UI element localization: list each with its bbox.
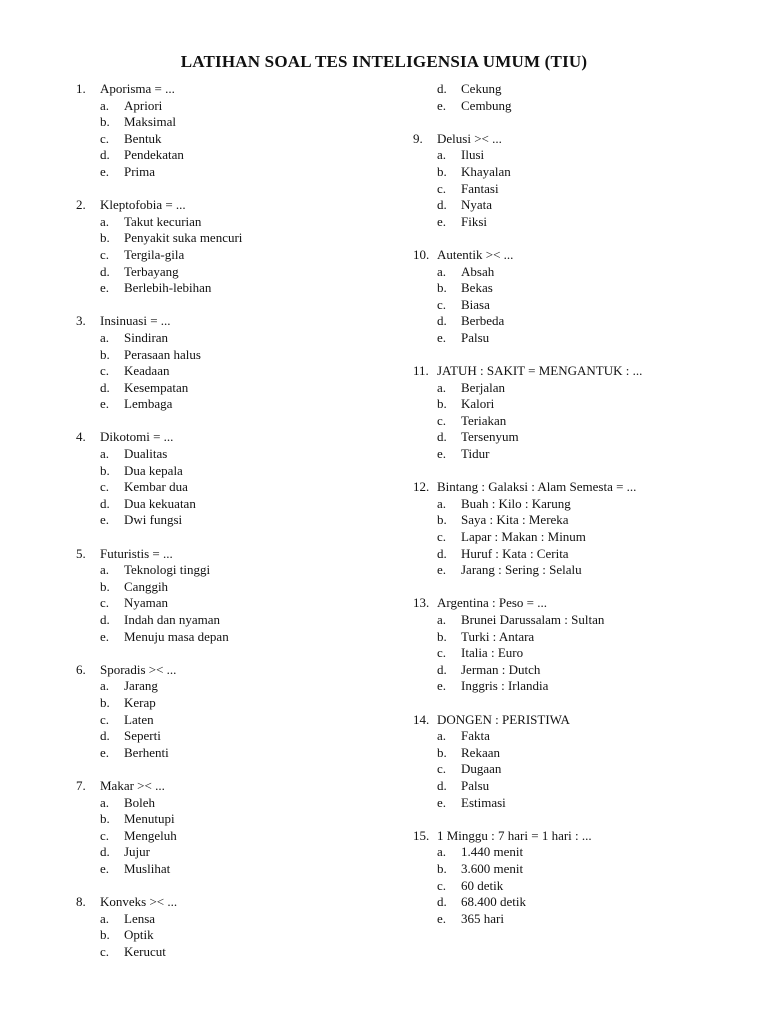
- page-title: LATIHAN SOAL TES INTELIGENSIA UMUM (TIU): [180, 52, 588, 71]
- option-letter: b.: [100, 230, 110, 246]
- option-text: Dugaan: [461, 761, 502, 777]
- question-7: [76, 778, 396, 795]
- option-13a[interactable]: [413, 612, 733, 629]
- option-text: Fiksi: [461, 213, 488, 229]
- option-letter: d.: [437, 81, 447, 96]
- option-15d[interactable]: [413, 894, 733, 911]
- right-column: [413, 81, 733, 927]
- option-4c[interactable]: [76, 479, 396, 496]
- option-letter: e.: [100, 280, 110, 296]
- question-4: [76, 429, 396, 446]
- option-text: 3.600 menit: [461, 860, 524, 876]
- option-text: Berhenti: [124, 744, 169, 760]
- question-text: Sporadis >< ...: [100, 661, 177, 677]
- option-text: Dua kepala: [124, 462, 183, 478]
- question-number: 12.: [413, 479, 430, 495]
- question-10: [413, 247, 733, 264]
- option-text: Fakta: [461, 728, 490, 744]
- option-letter: c.: [100, 711, 110, 727]
- option-letter: c.: [100, 943, 110, 959]
- option-letter: c.: [100, 827, 110, 843]
- option-letter: c.: [100, 363, 110, 379]
- option-letter: e.: [437, 97, 447, 113]
- spacer: [413, 811, 733, 828]
- option-text: Muslihat: [124, 860, 171, 876]
- option-13b[interactable]: [413, 629, 733, 646]
- option-text: Estimasi: [461, 794, 506, 810]
- option-letter: b.: [437, 396, 447, 412]
- option-letter: c.: [437, 877, 447, 893]
- option-letter: b.: [437, 744, 447, 760]
- option-text: Palsu: [461, 329, 490, 345]
- option-letter: d.: [100, 844, 110, 860]
- option-letter: a.: [100, 213, 110, 229]
- option-11c[interactable]: [413, 413, 733, 430]
- option-letter: b.: [100, 811, 110, 827]
- question-12: [413, 479, 733, 496]
- option-11a[interactable]: [413, 380, 733, 397]
- option-letter: d.: [437, 313, 447, 329]
- option-text: 1.440 menit: [461, 844, 524, 860]
- question-number: 7.: [76, 777, 86, 793]
- option-11d[interactable]: [413, 429, 733, 446]
- option-letter: a.: [100, 562, 110, 578]
- option-letter: d.: [100, 147, 110, 163]
- option-letter: d.: [100, 379, 110, 395]
- option-letter: e.: [100, 860, 110, 876]
- question-text: Argentina : Peso = ...: [437, 595, 547, 611]
- spacer: [76, 761, 396, 778]
- option-12a[interactable]: [413, 496, 733, 513]
- option-letter: b.: [100, 114, 110, 130]
- option-letter: d.: [437, 894, 447, 910]
- question-number: 15.: [413, 827, 430, 843]
- option-text: Jerman : Dutch: [461, 661, 541, 677]
- question-number: 8.: [76, 894, 86, 910]
- question-14: [413, 712, 733, 729]
- option-letter: c.: [100, 246, 110, 262]
- question-text: Aporisma = ...: [100, 81, 175, 96]
- option-letter: e.: [100, 744, 110, 760]
- question-number: 9.: [413, 130, 423, 146]
- option-9e[interactable]: [413, 214, 733, 231]
- option-9c[interactable]: [413, 181, 733, 198]
- option-text: Tersenyum: [461, 429, 519, 445]
- option-letter: a.: [437, 379, 447, 395]
- option-5b[interactable]: [76, 579, 396, 596]
- option-13d[interactable]: [413, 662, 733, 679]
- option-letter: b.: [100, 694, 110, 710]
- option-6c[interactable]: [76, 712, 396, 729]
- option-10a[interactable]: [413, 264, 733, 281]
- question-number: 14.: [413, 711, 430, 727]
- option-letter: d.: [437, 777, 447, 793]
- option-text: Ilusi: [461, 147, 485, 163]
- option-text: Perasaan halus: [124, 346, 201, 362]
- option-text: Bentuk: [124, 130, 162, 146]
- option-letter: d.: [100, 612, 110, 627]
- option-letter: a.: [100, 446, 110, 462]
- option-text: Buah : Kilo : Karung: [461, 495, 571, 511]
- option-10b[interactable]: [413, 280, 733, 297]
- option-3b[interactable]: [76, 347, 396, 364]
- question-15: [413, 828, 733, 845]
- option-9d[interactable]: [413, 197, 733, 214]
- option-1c[interactable]: [76, 131, 396, 148]
- option-text: Lembaga: [124, 396, 173, 412]
- option-8e[interactable]: [413, 98, 733, 115]
- option-text: Bekas: [461, 280, 493, 296]
- option-text: Lensa: [124, 910, 156, 926]
- option-8c[interactable]: [76, 944, 396, 961]
- question-text: 1 Minggu : 7 hari = 1 hari : ...: [437, 827, 592, 843]
- spacer: [413, 579, 733, 596]
- option-letter: a.: [100, 910, 110, 926]
- option-13c[interactable]: [413, 645, 733, 662]
- option-text: Penyakit suka mencuri: [124, 230, 243, 246]
- spacer: [413, 695, 733, 712]
- option-text: Kalori: [461, 396, 495, 412]
- option-2e[interactable]: [76, 280, 396, 297]
- option-text: Prima: [124, 163, 156, 179]
- question-text: Insinuasi = ...: [100, 313, 171, 329]
- option-13e[interactable]: [413, 678, 733, 695]
- option-3d[interactable]: [76, 380, 396, 397]
- question-number: 2.: [76, 197, 86, 213]
- spacer: [413, 347, 733, 364]
- question-6: [76, 662, 396, 679]
- option-1e[interactable]: [76, 164, 396, 181]
- option-text: Italia : Euro: [461, 645, 524, 661]
- option-15a[interactable]: [413, 844, 733, 861]
- option-letter: b.: [437, 860, 447, 876]
- option-text: Laten: [124, 711, 154, 727]
- option-2d[interactable]: [76, 264, 396, 281]
- option-text: Indah dan nyaman: [124, 612, 221, 627]
- question-text: Bintang : Galaksi : Alam Semesta = ...: [437, 479, 637, 495]
- option-6d[interactable]: [76, 728, 396, 745]
- option-1d[interactable]: [76, 147, 396, 164]
- spacer: [413, 230, 733, 247]
- question-number: 5.: [76, 545, 86, 561]
- option-text: Absah: [461, 263, 495, 279]
- question-text: Autentik >< ...: [437, 246, 514, 262]
- option-text: Kerucut: [124, 943, 166, 959]
- option-text: Boleh: [124, 794, 156, 810]
- option-letter: c.: [437, 412, 447, 428]
- option-12c[interactable]: [413, 529, 733, 546]
- option-4b[interactable]: [76, 463, 396, 480]
- option-5c[interactable]: [76, 595, 396, 612]
- option-letter: e.: [100, 163, 110, 179]
- option-text: Berjalan: [461, 379, 506, 395]
- option-text: Dualitas: [124, 446, 168, 462]
- option-14e[interactable]: [413, 795, 733, 812]
- option-5d[interactable]: [76, 612, 396, 629]
- option-1b[interactable]: [76, 114, 396, 131]
- question-text: JATUH : SAKIT = MENGANTUK : ...: [437, 363, 643, 379]
- option-text: Brunei Darussalam : Sultan: [461, 612, 605, 627]
- question-2: [76, 197, 396, 214]
- option-text: 68.400 detik: [461, 894, 526, 910]
- option-letter: d.: [100, 495, 110, 511]
- option-7e[interactable]: [76, 861, 396, 878]
- question-text: Futuristis = ...: [100, 545, 173, 561]
- option-text: Lapar : Makan : Minum: [461, 529, 586, 545]
- option-letter: a.: [100, 678, 110, 694]
- option-text: Kembar dua: [124, 479, 188, 495]
- option-4d[interactable]: [76, 496, 396, 513]
- option-15b[interactable]: [413, 861, 733, 878]
- option-text: Jarang : Sering : Selalu: [461, 562, 582, 578]
- option-10d[interactable]: [413, 313, 733, 330]
- option-text: Pendekatan: [124, 147, 184, 163]
- option-letter: d.: [437, 429, 447, 445]
- option-text: Mengeluh: [124, 827, 177, 843]
- option-text: Fantasi: [461, 180, 499, 196]
- option-text: Dwi fungsi: [124, 512, 183, 528]
- option-letter: b.: [100, 578, 110, 594]
- option-6e[interactable]: [76, 745, 396, 762]
- spacer: [76, 878, 396, 895]
- option-9a[interactable]: [413, 147, 733, 164]
- spacer: [413, 463, 733, 480]
- option-letter: a.: [437, 844, 447, 860]
- option-letter: a.: [100, 329, 110, 345]
- question-number: 4.: [76, 429, 86, 445]
- option-letter: c.: [437, 529, 447, 545]
- option-letter: e.: [437, 446, 447, 462]
- question-text: Dikotomi = ...: [100, 429, 174, 445]
- option-3a[interactable]: [76, 330, 396, 347]
- question-text: DONGEN : PERISTIWA: [437, 711, 570, 727]
- option-14a[interactable]: [413, 728, 733, 745]
- option-text: Saya : Kita : Mereka: [461, 512, 569, 528]
- option-12e[interactable]: [413, 562, 733, 579]
- option-12d[interactable]: [413, 546, 733, 563]
- option-text: Inggris : Irlandia: [461, 678, 549, 694]
- question-number: 11.: [413, 363, 429, 379]
- option-letter: c.: [437, 761, 447, 777]
- option-letter: a.: [437, 495, 447, 511]
- option-2c[interactable]: [76, 247, 396, 264]
- option-letter: a.: [100, 794, 110, 810]
- option-letter: e.: [100, 628, 110, 644]
- option-8d[interactable]: [413, 81, 733, 98]
- option-text: Canggih: [124, 578, 169, 594]
- option-14c[interactable]: [413, 761, 733, 778]
- option-letter: a.: [437, 612, 447, 627]
- option-letter: a.: [437, 728, 447, 744]
- spacer: [413, 114, 733, 131]
- question-text: Delusi >< ...: [437, 130, 502, 146]
- option-letter: e.: [100, 512, 110, 528]
- question-13: [413, 595, 733, 612]
- option-11b[interactable]: [413, 396, 733, 413]
- option-6a[interactable]: [76, 678, 396, 695]
- spacer: [76, 529, 396, 546]
- option-14d[interactable]: [413, 778, 733, 795]
- option-2a[interactable]: [76, 214, 396, 231]
- option-6b[interactable]: [76, 695, 396, 712]
- option-2b[interactable]: [76, 230, 396, 247]
- option-letter: c.: [100, 479, 110, 495]
- option-letter: b.: [437, 280, 447, 296]
- option-text: Apriori: [124, 97, 163, 113]
- option-letter: e.: [437, 794, 447, 810]
- option-12b[interactable]: [413, 512, 733, 529]
- option-text: Huruf : Kata : Cerita: [461, 545, 569, 561]
- option-10e[interactable]: [413, 330, 733, 347]
- option-4a[interactable]: [76, 446, 396, 463]
- option-text: Berlebih-lebihan: [124, 280, 212, 296]
- option-11e[interactable]: [413, 446, 733, 463]
- question-text: Makar >< ...: [100, 777, 165, 793]
- option-letter: c.: [437, 645, 447, 661]
- option-text: Keadaan: [124, 363, 170, 379]
- question-3: [76, 313, 396, 330]
- option-letter: b.: [100, 927, 110, 943]
- spacer: [76, 645, 396, 662]
- option-letter: e.: [100, 396, 110, 412]
- left-column: [76, 81, 396, 960]
- option-letter: c.: [100, 130, 110, 146]
- option-letter: d.: [437, 545, 447, 561]
- option-text: Optik: [124, 927, 154, 943]
- spacer: [76, 297, 396, 314]
- option-text: Menutupi: [124, 811, 175, 827]
- question-number: 10.: [413, 246, 430, 262]
- option-text: Biasa: [461, 296, 490, 312]
- option-3c[interactable]: [76, 363, 396, 380]
- option-letter: a.: [437, 263, 447, 279]
- option-text: Sindiran: [124, 329, 169, 345]
- spacer: [76, 181, 396, 198]
- option-text: Turki : Antara: [461, 628, 535, 644]
- option-text: Kesempatan: [124, 379, 189, 395]
- option-7c[interactable]: [76, 828, 396, 845]
- option-letter: d.: [437, 661, 447, 677]
- option-15e[interactable]: [413, 911, 733, 928]
- option-text: Dua kekuatan: [124, 495, 196, 511]
- option-7a[interactable]: [76, 795, 396, 812]
- option-text: Cembung: [461, 97, 512, 113]
- option-letter: a.: [437, 147, 447, 163]
- question-number: 6.: [76, 661, 86, 677]
- option-text: Jujur: [124, 844, 150, 860]
- option-5e[interactable]: [76, 629, 396, 646]
- option-letter: b.: [100, 346, 110, 362]
- question-number: 3.: [76, 313, 86, 329]
- question-11: [413, 363, 733, 380]
- option-letter: c.: [437, 296, 447, 312]
- option-8a[interactable]: [76, 911, 396, 928]
- question-9: [413, 131, 733, 148]
- option-10c[interactable]: [413, 297, 733, 314]
- option-text: 365 hari: [461, 910, 504, 926]
- option-15c[interactable]: [413, 878, 733, 895]
- option-letter: e.: [437, 213, 447, 229]
- option-letter: d.: [100, 728, 110, 744]
- option-letter: e.: [437, 329, 447, 345]
- option-text: Takut kecurian: [124, 213, 202, 229]
- option-text: Teknologi tinggi: [124, 562, 211, 578]
- option-letter: c.: [100, 595, 110, 611]
- option-4e[interactable]: [76, 512, 396, 529]
- question-number: 13.: [413, 595, 430, 611]
- option-9b[interactable]: [413, 164, 733, 181]
- question-1: [76, 81, 396, 98]
- question-text: Kleptofobia = ...: [100, 197, 186, 213]
- option-3e[interactable]: [76, 396, 396, 413]
- option-text: Tergila-gila: [124, 246, 185, 262]
- option-letter: d.: [437, 197, 447, 213]
- option-text: Jarang: [124, 678, 158, 694]
- option-8b[interactable]: [76, 927, 396, 944]
- option-letter: d.: [100, 263, 110, 279]
- option-text: Maksimal: [124, 114, 176, 130]
- question-number: 1.: [76, 81, 86, 96]
- option-text: Menuju masa depan: [124, 628, 229, 644]
- question-text: Konveks >< ...: [100, 894, 178, 910]
- option-letter: b.: [437, 628, 447, 644]
- option-text: Nyaman: [124, 595, 169, 611]
- question-8: [76, 894, 396, 911]
- option-text: Nyata: [461, 197, 493, 213]
- option-text: Terbayang: [124, 263, 179, 279]
- option-7b[interactable]: [76, 811, 396, 828]
- option-letter: e.: [437, 678, 447, 694]
- option-letter: b.: [437, 512, 447, 528]
- option-14b[interactable]: [413, 745, 733, 762]
- question-5: [76, 546, 396, 563]
- option-letter: a.: [100, 97, 110, 113]
- option-text: Cekung: [461, 81, 502, 96]
- option-letter: b.: [100, 462, 110, 478]
- option-text: Seperti: [124, 728, 161, 744]
- option-letter: c.: [437, 180, 447, 196]
- option-1a[interactable]: [76, 98, 396, 115]
- option-text: Palsu: [461, 777, 490, 793]
- option-text: Khayalan: [461, 163, 511, 179]
- option-5a[interactable]: [76, 562, 396, 579]
- option-letter: e.: [437, 562, 447, 578]
- option-text: Tidur: [461, 446, 490, 462]
- option-letter: b.: [437, 163, 447, 179]
- option-letter: e.: [437, 910, 447, 926]
- option-text: Rekaan: [461, 744, 500, 760]
- option-7d[interactable]: [76, 844, 396, 861]
- option-text: Kerap: [124, 694, 156, 710]
- option-text: 60 detik: [461, 877, 504, 893]
- option-text: Teriakan: [461, 412, 507, 428]
- spacer: [76, 413, 396, 430]
- option-text: Berbeda: [461, 313, 505, 329]
